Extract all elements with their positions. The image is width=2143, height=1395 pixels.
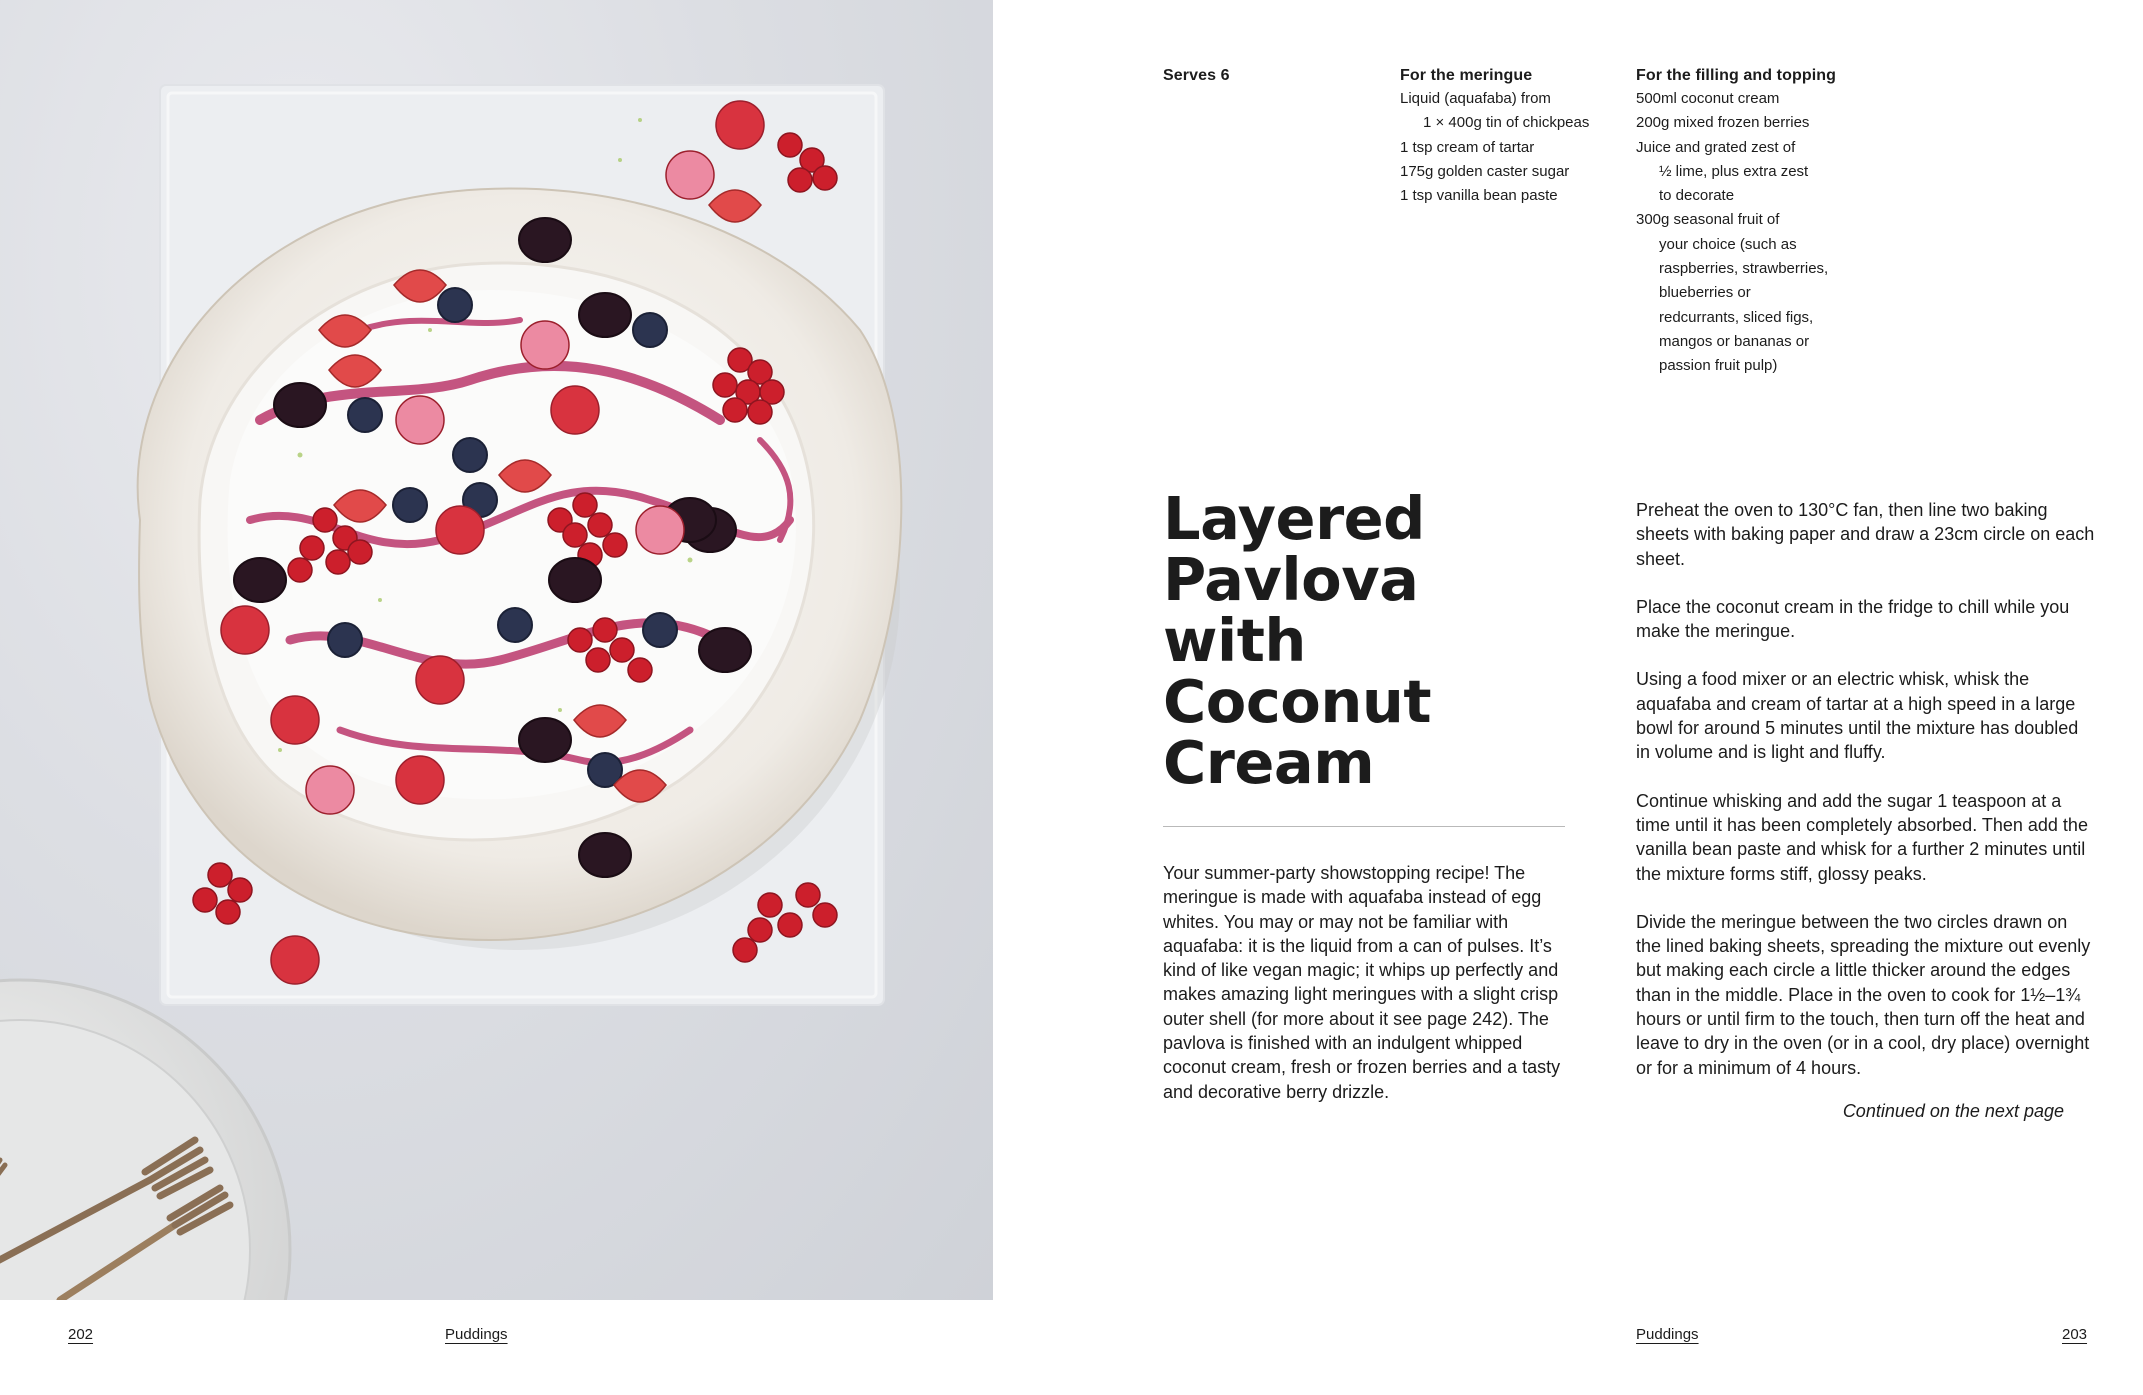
blueberry	[453, 438, 487, 472]
page-number-left: 202	[68, 1326, 94, 1343]
section-label-right: Puddings	[1636, 1326, 1699, 1343]
ingredient-line: to decorate	[1659, 187, 1735, 205]
redcurrant	[300, 536, 324, 560]
ingredient-line: 1 × 400g tin of chickpeas	[1423, 114, 1590, 132]
redcurrant	[723, 398, 747, 422]
section-label-left: Puddings	[445, 1326, 508, 1343]
redcurrant	[593, 618, 617, 642]
blueberry	[633, 313, 667, 347]
blackberry	[549, 558, 601, 602]
title-line: Cream	[1163, 728, 1375, 797]
redcurrant	[813, 903, 837, 927]
redcurrant	[228, 878, 252, 902]
filling-ingredients	[1636, 67, 1896, 379]
title-line: with	[1163, 606, 1306, 675]
title-line: Layered	[1163, 484, 1425, 553]
meringue-heading: For the meringue	[1400, 67, 1533, 84]
blueberry	[498, 608, 532, 642]
redcurrant	[216, 900, 240, 924]
blackberry	[274, 383, 326, 427]
redcurrant	[813, 166, 837, 190]
ingredient-line: Juice and grated zest of	[1636, 138, 1796, 156]
raspberry	[396, 756, 444, 804]
raspberry	[221, 606, 269, 654]
blueberry	[328, 623, 362, 657]
blueberry	[438, 288, 472, 322]
pavlova-photo	[0, 0, 993, 1300]
ingredient-line: passion fruit pulp)	[1659, 357, 1778, 375]
filling-list	[1636, 87, 1896, 379]
serves-label: Serves 6	[1163, 67, 1230, 84]
redcurrant	[796, 883, 820, 907]
raspberry	[306, 766, 354, 814]
meringue-list	[1400, 87, 1630, 208]
title-line: Pavlova	[1163, 545, 1419, 614]
ingredient-line: 500ml coconut cream	[1636, 90, 1780, 107]
redcurrant	[313, 508, 337, 532]
blackberry	[579, 293, 631, 337]
ingredient-line: mangos or bananas or	[1659, 332, 1810, 350]
ingredient-line: raspberries, strawberries,	[1659, 260, 1829, 278]
page-number-right: 203	[2062, 1326, 2088, 1343]
filling-heading: For the filling and topping	[1636, 67, 1836, 84]
ingredient-line: ½ lime, plus extra zest	[1659, 162, 1809, 180]
ingredient-line: your choice (such as	[1659, 235, 1797, 253]
method-step: Using a food mixer or an electric whisk, whisk the aquafaba and cream of tartar at a high speed in a large bowl for around 5 minutes until the mixture has doubled in volume and is light and fluffy.	[1636, 669, 2079, 763]
continued-note: Continued on the next page	[1842, 1101, 2064, 1121]
raspberry	[271, 696, 319, 744]
raspberry	[636, 506, 684, 554]
blackberry	[579, 833, 631, 877]
ingredient-line: 1 tsp cream of tartar	[1400, 138, 1535, 156]
blackberry	[234, 558, 286, 602]
blueberry	[348, 398, 382, 432]
redcurrant	[288, 558, 312, 582]
method-step: Place the coconut cream in the fridge to chill while you make the meringue.	[1636, 596, 2070, 642]
redcurrant	[778, 133, 802, 157]
recipe-intro: Your summer-party showstopping recipe! The meringue is made with aquafaba instead of egg whites. You may or may not be familiar with aquafaba: it is the liquid from a can of pulses. It’s kind of like vegan magic; it whips up perfectly and makes amazing light meringues with a slight crisp outer shell (for more about it see page 242). The pavlova is finished with an indulgent whipped coconut cream, fresh or frozen berries and a tasty and decorative berry drizzle.	[1163, 863, 1561, 1102]
ingredient-line: Liquid (aquafaba) from	[1400, 90, 1551, 107]
redcurrant	[588, 513, 612, 537]
ingredient-line: blueberries or	[1659, 284, 1751, 302]
raspberry	[666, 151, 714, 199]
ingredient-line: 1 tsp vanilla bean paste	[1400, 187, 1558, 205]
redcurrant	[733, 938, 757, 962]
pavlova-illustration	[0, 0, 993, 1300]
redcurrant	[788, 168, 812, 192]
redcurrant	[348, 540, 372, 564]
blackberry	[699, 628, 751, 672]
plate	[0, 980, 290, 1300]
meringue-ingredients	[1400, 67, 1630, 208]
title-divider	[1163, 826, 1565, 827]
method-step: Divide the meringue between the two circles drawn on the lined baking sheets, spreading the mixture out evenly but making each circle a little thicker around the edges than in the middle. Place in the oven to cook for 1½–1¾ hours or until firm to the touch, then turn off the heat and leave to dry in the oven (or in a cool, dry place) overnight or for a minimum of 4 hours.	[1636, 911, 2091, 1078]
method-step: Preheat the oven to 130°C fan, then line two baking sheets with baking paper and draw a 23cm circle on each sheet.	[1636, 500, 2095, 569]
redcurrant	[603, 533, 627, 557]
redcurrant	[208, 863, 232, 887]
redcurrant	[628, 658, 652, 682]
blackberry	[519, 218, 571, 262]
raspberry	[521, 321, 569, 369]
raspberry	[416, 656, 464, 704]
raspberry	[716, 101, 764, 149]
redcurrant	[748, 918, 772, 942]
redcurrant	[193, 888, 217, 912]
redcurrant	[610, 638, 634, 662]
raspberry	[271, 936, 319, 984]
ingredient-line: 175g golden caster sugar	[1400, 162, 1570, 180]
blueberry	[393, 488, 427, 522]
redcurrant	[713, 373, 737, 397]
blueberry	[643, 613, 677, 647]
title-line: Coconut	[1163, 667, 1432, 736]
raspberry	[436, 506, 484, 554]
redcurrant	[778, 913, 802, 937]
recipe-title	[1163, 484, 1583, 797]
ingredient-line: 200g mixed frozen berries	[1636, 114, 1810, 132]
ingredient-line: 300g seasonal fruit of	[1636, 211, 1780, 229]
redcurrant	[573, 493, 597, 517]
redcurrant	[563, 523, 587, 547]
redcurrant	[326, 550, 350, 574]
redcurrant	[568, 628, 592, 652]
raspberry	[551, 386, 599, 434]
redcurrant	[586, 648, 610, 672]
method-step: Continue whisking and add the sugar 1 teaspoon at a time until it has been completely absorbed. Then add the vanilla bean paste and whisk for a further 2 minutes until the mixture forms stiff, glossy peaks.	[1636, 790, 2088, 884]
redcurrant	[758, 893, 782, 917]
redcurrant	[748, 400, 772, 424]
method-steps	[1636, 498, 2096, 1104]
blackberry	[519, 718, 571, 762]
raspberry	[396, 396, 444, 444]
ingredient-line: redcurrants, sliced figs,	[1659, 308, 1814, 326]
